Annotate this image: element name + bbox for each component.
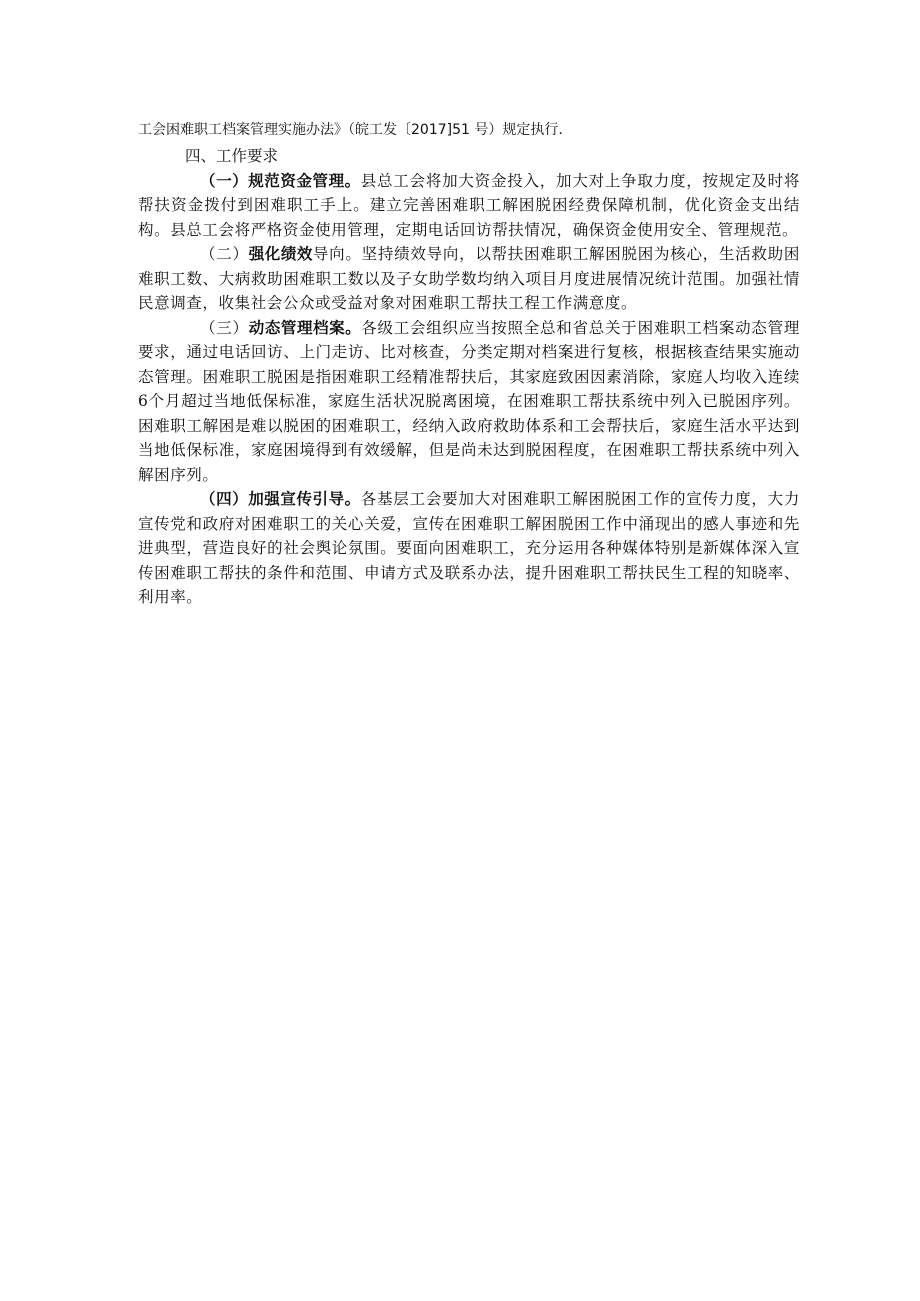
paragraph-4 bbox=[138, 487, 800, 610]
paragraph-3-lead: 动态管理档案。 bbox=[248, 318, 362, 337]
document-page bbox=[138, 116, 800, 610]
paragraph-1 bbox=[138, 169, 800, 243]
paragraph-4-lead: （四）加强宣传引导。 bbox=[200, 490, 361, 508]
intro-line: 工会困难职工档案管理实施办法》（皖工发〔2017]51 号）规定执行. bbox=[138, 122, 563, 138]
paragraph-3-prefix: （三） bbox=[200, 318, 249, 337]
paragraph-4-body: 各基层工会要加大对困难职工解困脱困工作的宣传力度，大力宣传党和政府对困难职工的关心关爱，宣传在困难职工解困脱困工作中涌现出的感人事迹和先进典型，营造良好的社会舆论氛围。要面向困难职工，充分运用各种媒体特别是新媒体深入宣传困难职工帮扶的条件和范围、申请方式及联系办法，提升困难职工帮扶民生工程的知晓率、利用率。 bbox=[138, 490, 800, 606]
paragraph-2-prefix: （二） bbox=[200, 245, 249, 263]
paragraph-3-body: 各级工会组织应当按照全总和省总关于困难职工档案动态管理要求，通过电话回访、上门走访、比对核查，分类定期对档案进行复核，根据核查结果实施动态管理。困难职工脱困是指困难职工经精准帮扶后，其家庭致困因素消除，家庭人均收入连续6个月超过当地低保标准，家庭生活状况脱离困境，在困难职工帮扶系统中列入已脱困序列。困难职工解困是难以脱困的困难职工，经纳入政府救助体系和工会帮扶后，家庭生活水平达到当地低保标准，家庭困境得到有效缓解，但是尚未达到脱困程度，在困难职工帮扶系统中列入解困序列。 bbox=[138, 318, 800, 484]
paragraph-2 bbox=[138, 242, 800, 316]
paragraph-2-lead: 强化绩效 bbox=[248, 245, 313, 263]
paragraph-1-lead: （一）规范资金管理。 bbox=[200, 171, 361, 190]
section-heading: 四、工作要求 bbox=[185, 147, 279, 165]
paragraph-1-body: 县总工会将加大资金投入，加大对上争取力度，按规定及时将帮扶资金拨付到困难职工手上。建立完善困难职工解困脱困经费保障机制，优化资金支出结构。县总工会将严格资金使用管理，定期电话回访帮扶情况，确保资金使用安全、管理规范。 bbox=[138, 171, 800, 239]
paragraph-3 bbox=[138, 316, 800, 488]
paragraph-2-body: 导向。坚持绩效导向，以帮扶困难职工解困脱困为核心，生活救助困难职工数、大病救助困难职工数以及子女助学数均纳入项目月度进展情况统计范围。加强社情民意调查，收集社会公众或受益对象对困难职工帮扶工程工作满意度。 bbox=[138, 245, 800, 312]
